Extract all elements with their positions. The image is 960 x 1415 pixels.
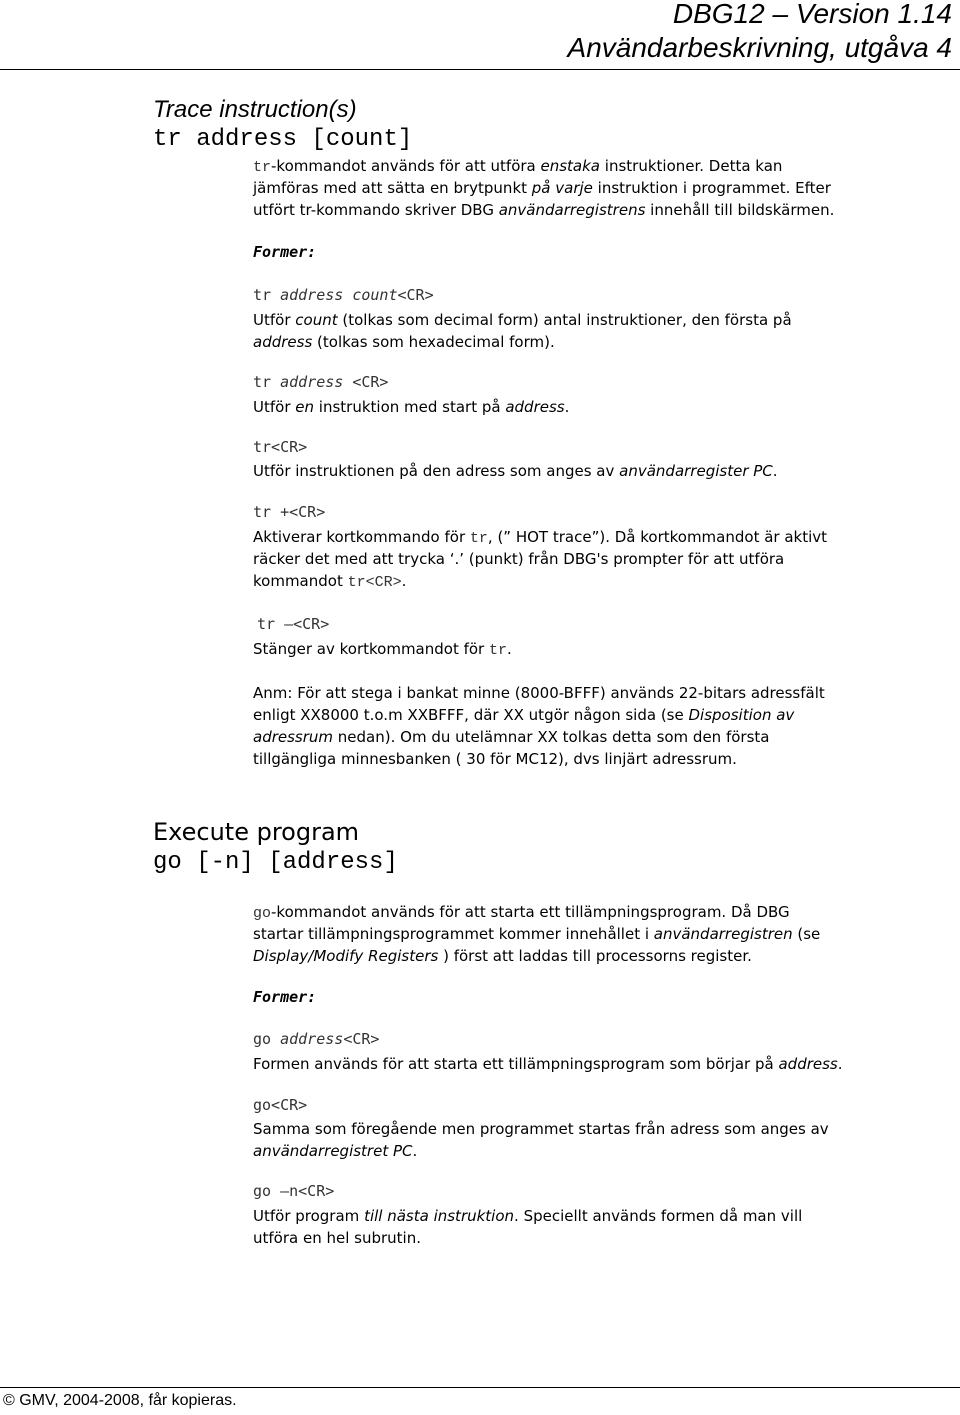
text: tr	[253, 286, 281, 304]
text: go	[253, 1030, 281, 1048]
text: Aktiverar kortkommando för	[253, 528, 470, 546]
trace-form-syntax-hot-off: tr –<CR>	[257, 615, 330, 633]
emphasis: en	[295, 398, 315, 416]
section-title-trace: Trace instruction(s)	[153, 96, 357, 123]
emphasis: till nästa instruktion	[364, 1207, 515, 1225]
section-syntax-execute: go [-n] [address]	[153, 849, 398, 876]
trace-form-syntax-address	[253, 373, 388, 391]
execute-form-next-desc-1	[253, 1205, 953, 1227]
trace-description-line-2	[253, 177, 953, 199]
trace-form-address-desc	[253, 396, 953, 418]
emphasis: användarregistren	[653, 925, 793, 943]
text: instruktion i programmet. Efter	[592, 179, 831, 197]
trace-note-line-4: tillgängliga minnesbanken ( 30 för MC12), dvs linjärt adressrum.	[253, 750, 737, 768]
text: <CR>	[343, 373, 389, 391]
text: tr	[253, 373, 281, 391]
text: startar tillämpningsprogrammet kommer innehållet i	[253, 925, 654, 943]
text: .	[401, 572, 407, 590]
text: (tolkas som decimal form) antal instruktioner, den första på	[337, 311, 792, 329]
trace-form-hot-on-desc-3	[253, 570, 953, 594]
emphasis: användarregister PC	[619, 462, 773, 480]
execute-form-next-desc-2: utföra en hel subrutin.	[253, 1229, 421, 1247]
command-name: tr	[489, 642, 508, 659]
execute-form-address-desc	[253, 1053, 953, 1075]
trace-description-line-3	[253, 199, 953, 221]
former-label: Former:	[253, 988, 317, 1006]
footer-divider	[0, 1387, 960, 1388]
text: ) först att laddas till processorns register.	[438, 947, 752, 965]
emphasis: address	[280, 1030, 344, 1048]
execute-form-cr-desc-1: Samma som föregående men programmet startas från adress som anges av	[253, 1120, 829, 1138]
text: (se	[792, 925, 821, 943]
text: jämföras med att sätta en brytpunkt	[253, 179, 532, 197]
section-title-execute: Execute program	[153, 818, 360, 846]
trace-form-hot-on-desc-1	[253, 526, 953, 550]
trace-note-line-3	[253, 726, 953, 748]
trace-form-syntax-count	[253, 286, 434, 304]
execute-form-syntax-next: go –n<CR>	[253, 1182, 335, 1200]
trace-form-syntax-cr: tr<CR>	[253, 438, 308, 456]
emphasis: användarregistret PC	[253, 1142, 413, 1160]
trace-form-hot-off-desc	[253, 638, 953, 662]
text: . Speciellt används formen då man vill	[514, 1207, 803, 1225]
execute-description-line-3	[253, 945, 953, 967]
emphasis: på varje	[531, 179, 593, 197]
document-version-header: DBG12 – Version 1.14	[672, 0, 952, 29]
execute-description-line-1	[253, 901, 953, 925]
command-name: tr	[469, 530, 488, 547]
text: Stänger av kortkommandot för	[253, 640, 489, 658]
trace-form-hot-on-desc-2: räcker det med att trycka ‘.’ (punkt) från DBG's prompter för att utföra	[253, 550, 785, 568]
text: .	[772, 462, 778, 480]
text: nedan). Om du utelämnar XX tolkas detta som den första	[333, 728, 770, 746]
emphasis: Disposition av	[688, 706, 795, 724]
text: <CR>	[397, 286, 434, 304]
execute-form-cr-desc-2	[253, 1140, 953, 1162]
emphasis: adressrum	[253, 728, 334, 746]
text: instruktion med start på	[314, 398, 506, 416]
emphasis: enstaka	[540, 157, 601, 175]
execute-form-syntax-cr: go<CR>	[253, 1096, 308, 1114]
emphasis: användarregistrens	[498, 201, 646, 219]
trace-note-line-2	[253, 704, 953, 726]
execute-description-line-2	[253, 923, 953, 945]
text: instruktioner. Detta kan	[600, 157, 783, 175]
execute-form-syntax-address	[253, 1030, 379, 1048]
text: -kommandot används för att starta ett tillämpningsprogram. Då DBG	[271, 903, 790, 921]
text: <CR>	[343, 1030, 380, 1048]
text: .	[507, 640, 512, 658]
former-label: Former:	[253, 243, 317, 261]
header-divider	[0, 69, 960, 70]
emphasis: count	[295, 311, 338, 329]
emphasis: address	[253, 333, 313, 351]
text: Formen används för att starta ett tillämpningsprogram som börjar på	[253, 1055, 779, 1073]
text: utfört tr-kommando skriver DBG	[253, 201, 499, 219]
command-name: go	[253, 905, 272, 922]
text: , (” HOT trace”). Då kortkommandot är aktivt	[487, 528, 828, 546]
command-name: tr	[253, 159, 272, 176]
emphasis: address	[778, 1055, 838, 1073]
footer-copyright: © GMV, 2004-2008, får kopieras.	[3, 1392, 237, 1409]
trace-form-cr-desc	[253, 460, 953, 482]
text: kommandot	[253, 572, 348, 590]
trace-note-line-1: Anm: För att stega i bankat minne (8000-BFFF) används 22-bitars adressfält	[253, 684, 825, 702]
text: .	[837, 1055, 843, 1073]
text: Utför instruktionen på den adress som anges av	[253, 462, 620, 480]
emphasis: address	[280, 373, 344, 391]
trace-description-line-1	[253, 155, 953, 179]
trace-form-syntax-hot-on: tr +<CR>	[253, 503, 326, 521]
emphasis: address count	[280, 286, 398, 304]
text: Utför	[253, 311, 296, 329]
text: Utför	[253, 398, 296, 416]
text: enligt XX8000 t.o.m XXBFFF, där XX utgör någon sida (se	[253, 706, 689, 724]
text: (tolkas som hexadecimal form).	[312, 333, 555, 351]
command-name: tr<CR>	[347, 574, 402, 591]
trace-form-count-desc-1	[253, 309, 953, 331]
document-edition-header: Användarbeskrivning, utgåva 4	[567, 32, 952, 63]
emphasis: Display/Modify Registers	[253, 947, 439, 965]
text: -kommandot används för att utföra	[271, 157, 541, 175]
emphasis: address	[505, 398, 565, 416]
text: .	[412, 1142, 418, 1160]
text: Utför program	[253, 1207, 365, 1225]
text: innehåll till bildskärmen.	[645, 201, 835, 219]
section-syntax-trace: tr address [count]	[153, 126, 413, 153]
text: .	[564, 398, 570, 416]
trace-form-count-desc-2	[253, 331, 953, 353]
